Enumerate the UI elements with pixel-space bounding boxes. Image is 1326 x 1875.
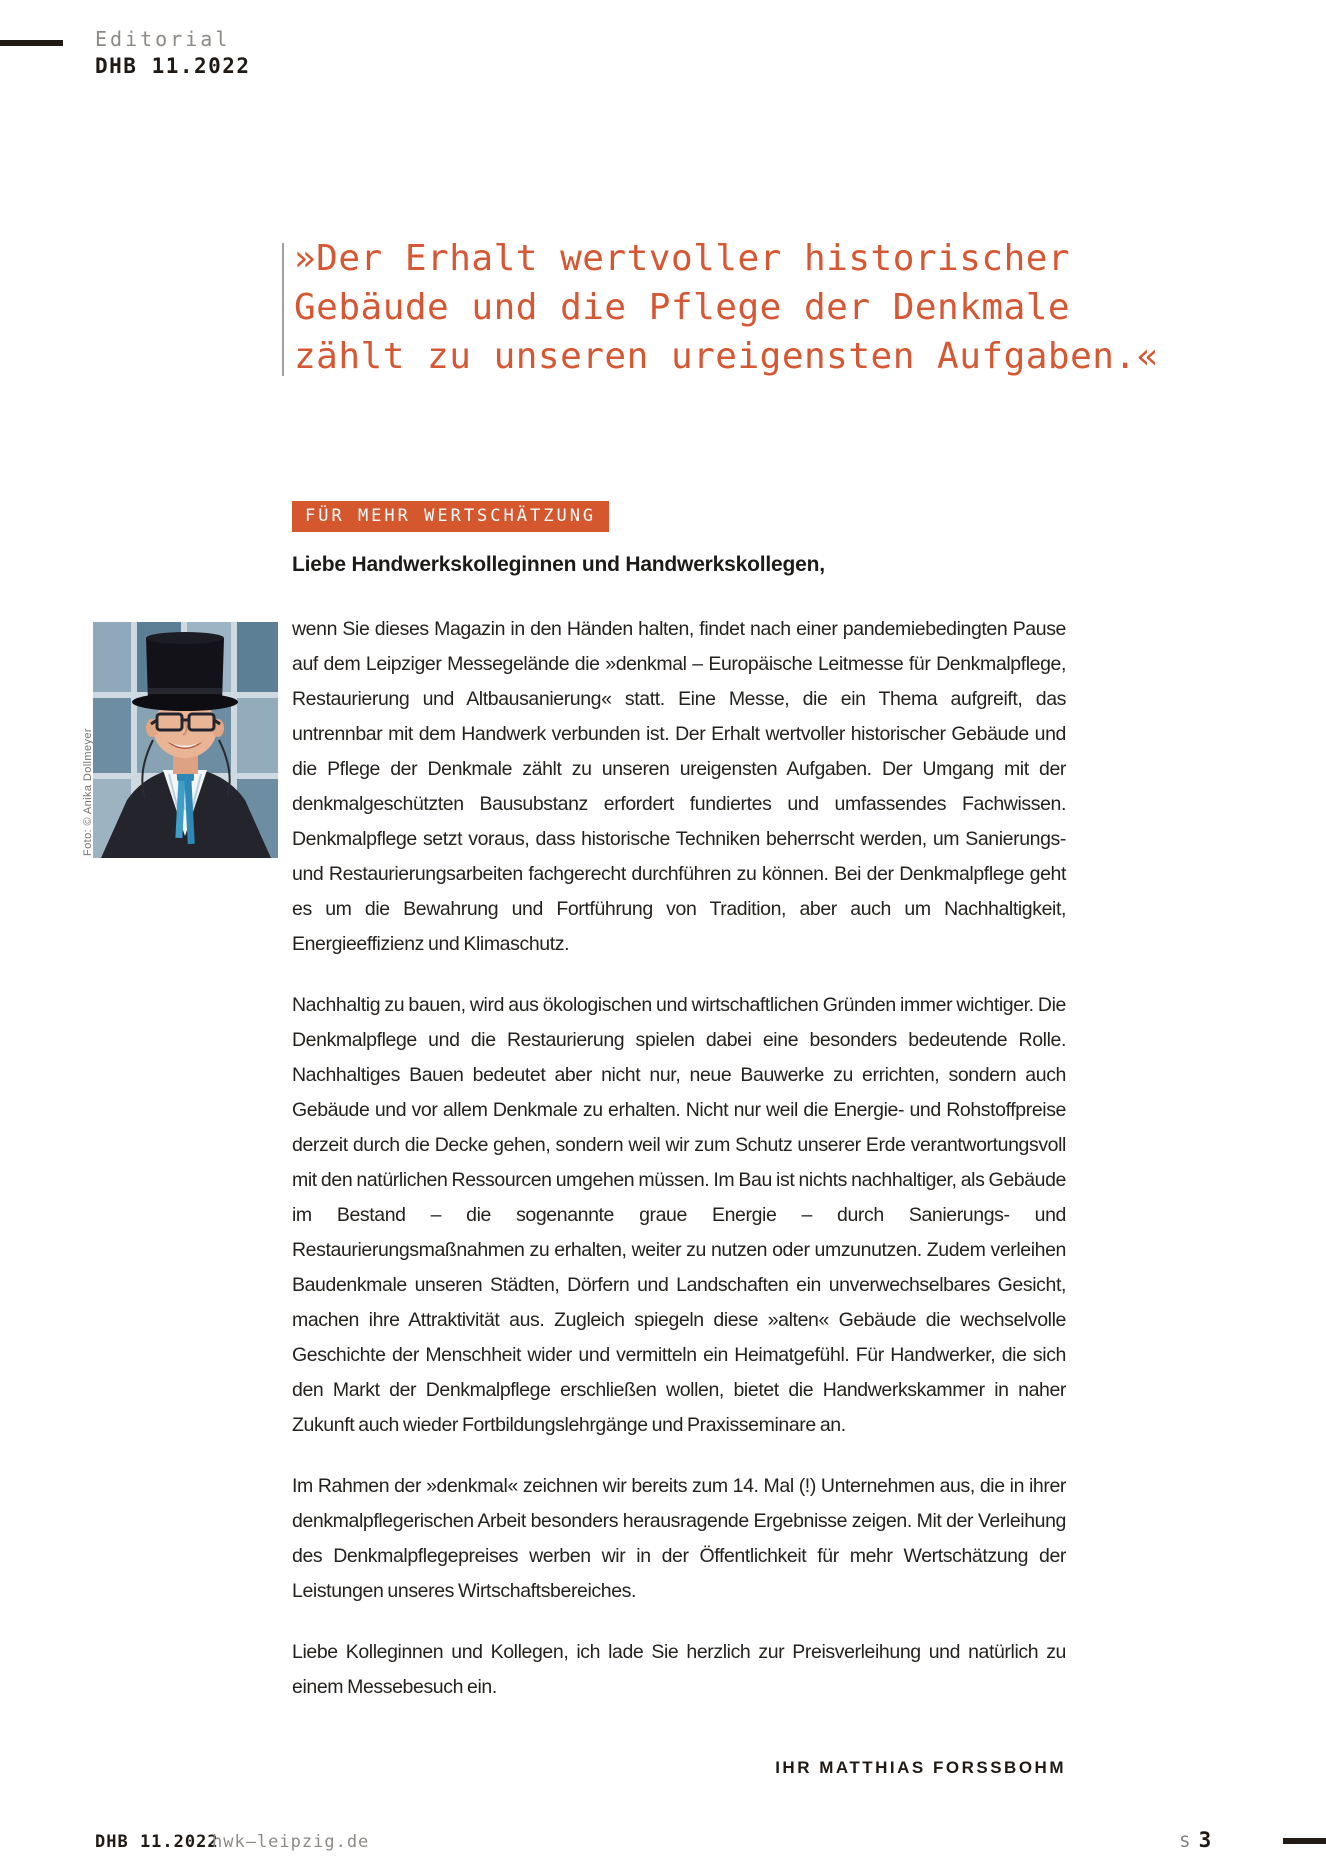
body-paragraph: Im Rahmen der »denkmal« zeichnen wir bereits zum 14. Mal (!) Unternehmen aus, die in ihrer denkmalpflegerischen Arbeit besonders herausragende Ergebnisse zeigen. Mit der Verleihung des Denkmalpflegepreises werben wir in der Öffentlichkeit für mehr Wertschätzung der Leistungen unseres Wirtschaftsbereiches. xyxy=(292,1475,1066,1602)
section-kicker: Editorial xyxy=(95,27,231,51)
footer-page-indicator xyxy=(1180,1828,1211,1852)
footer-website: hwk–leipzig.de xyxy=(212,1832,370,1852)
portrait-illustration xyxy=(93,622,278,858)
portrait-photo xyxy=(93,622,278,858)
page-prefix: S xyxy=(1180,1832,1190,1851)
body-paragraph: wenn Sie dieses Magazin in den Händen halten, findet nach einer pandemiebedingten Pause auf dem Leipziger Messegelände die »denkmal – Europäische Leitmesse für Denkmalpflege, Restaurierung und Altbausanierung« statt. Eine Messe, die ein Thema aufgreift, das untrennbar mit dem Handwerk verbunden ist. Der Erhalt wertvoller historischer Gebäude und die Pflege der Denkmale zählt zu unseren ureigensten Aufgaben. Der Umgang mit der denkmalgeschützten Bausubstanz erfordert fundiertes und umfassendes Fachwissen. Denkmalpflege setzt voraus, dass historische Techniken beherrscht werden, um Sanierungs- und Restaurierungsarbeiten fachgerecht durchführen zu können. Bei der Denkmalpflege geht es um die Bewahrung und Fortführung von Tradition, aber auch um Nachhaltigkeit, Energieeffizienz und Klimaschutz. xyxy=(292,618,1066,955)
pull-quote-line: zählt zu unseren ureigensten Aufgaben.« xyxy=(294,336,1159,377)
pull-quote-line: »Der Erhalt wertvoller historischer xyxy=(294,238,1071,279)
pull-quote xyxy=(294,234,1294,381)
body-paragraph: Nachhaltig zu bauen, wird aus ökologischen und wirtschaftlichen Gründen immer wichtiger. Die Denkmalpflege und die Restaurierung spielen dabei eine besonders bedeutende Rolle. Nachhaltiges Bauen bedeutet aber nicht nur, neue Bauwerke zu errichten, sondern auch Gebäude und vor allem Denkmale zu erhalten. Nicht nur weil die Energie- und Rohstoffpreise derzeit durch die Decke gehen, sondern weil wir zum Schutz unserer Erde verantwortungsvoll mit den natürlichen Ressourcen umgehen müssen. Im Bau ist nichts nachhaltiger, als Gebäude im Bestand – die sogenannte graue Energie – durch Sanierungs- und Restaurierungsmaßnahmen zu erhalten, weiter zu nutzen oder umzunutzen. Zudem verleihen Baudenkmale unseren Städten, Dörfern und Landschaften ein unverwechselbares Gesicht, machen ihre Attraktivität aus. Zugleich spiegeln diese »alten« Gebäude die wechselvolle Geschichte der Menschheit wider und vermitteln ein Heimatgefühl. Für Handwerker, die sich den Markt der Denkmalpflege erschließen wollen, bietet die Handwerkskammer in naher Zukunft auch wieder Fortbildungslehrgänge und Praxisseminare an. xyxy=(292,994,1066,1436)
author-signature: IHR MATTHIAS FORSSBOHM xyxy=(775,1758,1066,1777)
page-number: 3 xyxy=(1198,1828,1212,1852)
top-hat xyxy=(132,632,238,711)
body-paragraph: Liebe Kolleginnen und Kollegen, ich lade Sie herzlich zur Preisverleihung und natürlich zu einem Messebesuch ein. xyxy=(292,1641,1066,1698)
header-rule-bar xyxy=(0,40,63,46)
editorial-body xyxy=(292,612,1066,1731)
quote-left-rule xyxy=(282,243,284,376)
photo-credit: Foto: © Anika Dollmeyer xyxy=(82,728,94,856)
salutation-line: Liebe Handwerkskolleginnen und Handwerkskollegen, xyxy=(292,553,825,576)
footer-rule-bar xyxy=(1283,1838,1326,1844)
pull-quote-line: Gebäude und die Pflege der Denkmale xyxy=(294,287,1071,328)
issue-label: DHB 11.2022 xyxy=(95,54,251,78)
topic-badge: FÜR MEHR WERTSCHÄTZUNG xyxy=(292,501,609,532)
footer-issue-label: DHB 11.2022 xyxy=(95,1832,219,1852)
